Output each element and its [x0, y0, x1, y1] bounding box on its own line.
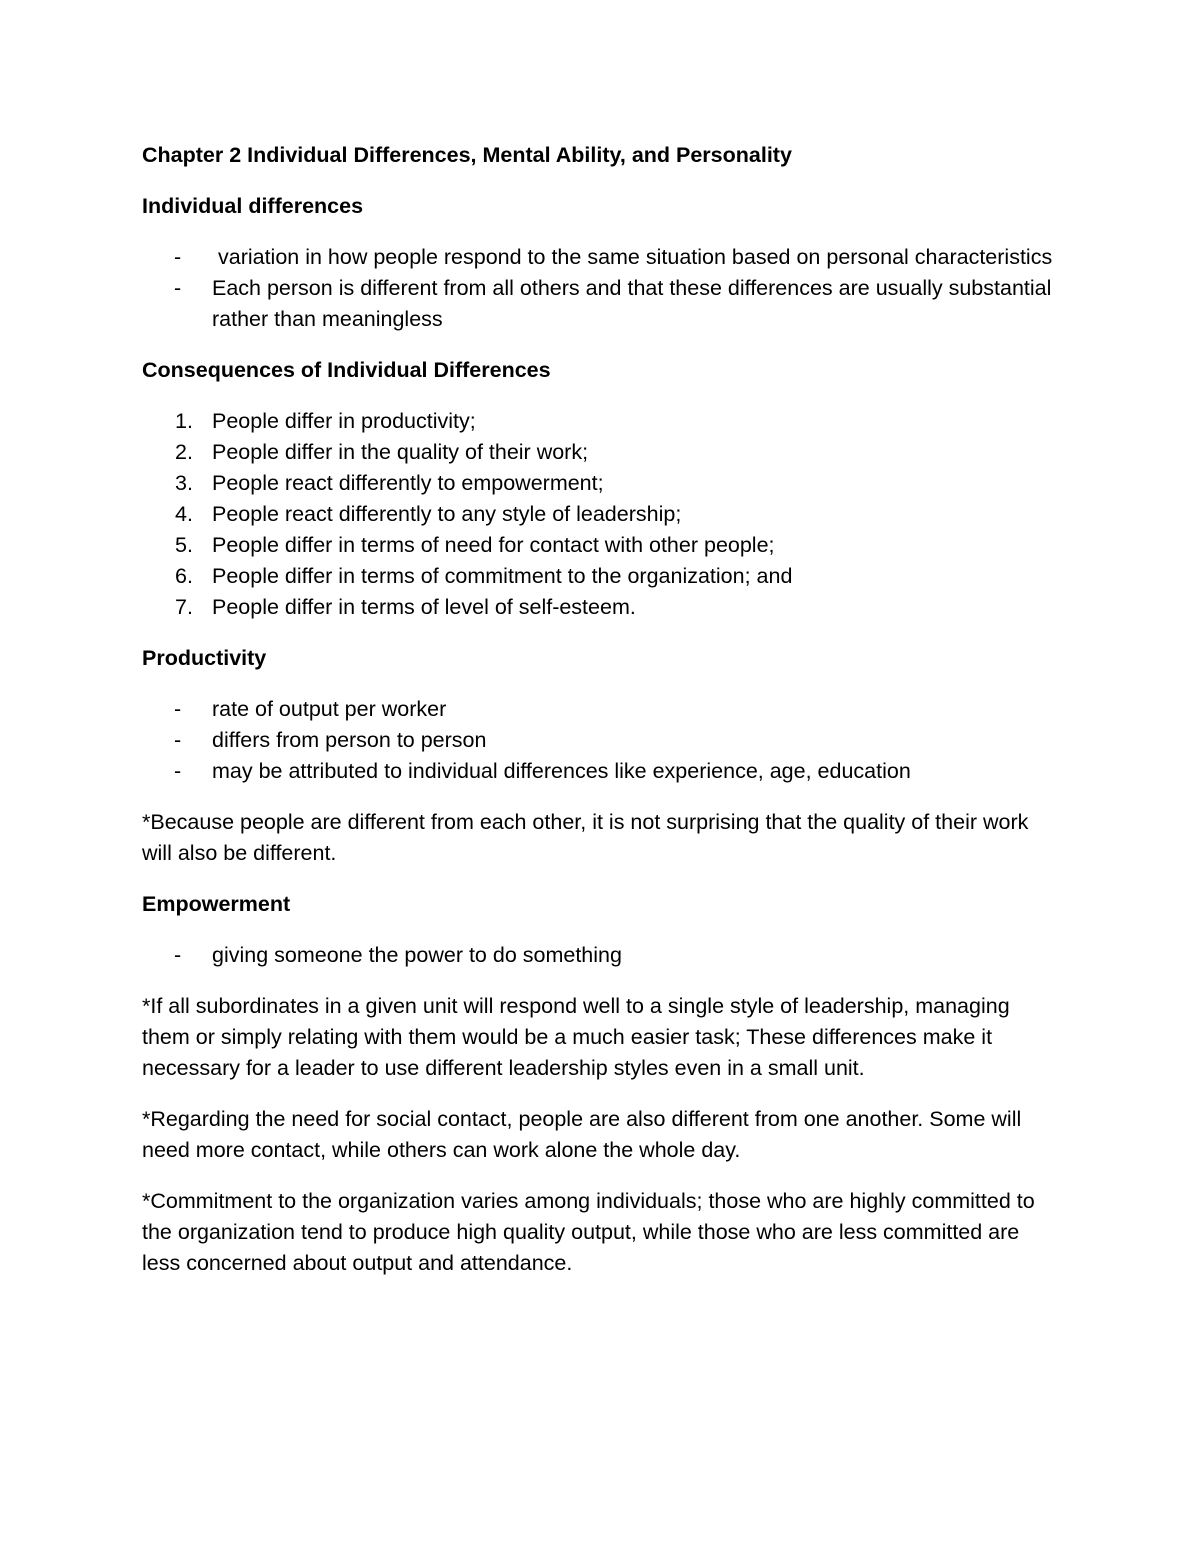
- heading-productivity: Productivity: [142, 646, 267, 670]
- number-marker: 7.: [175, 595, 193, 619]
- list-item: [142, 940, 1062, 971]
- list-item-text: People react differently to empowerment;: [212, 471, 604, 495]
- list-item: [142, 592, 1062, 623]
- list-item-text: People differ in terms of need for contact with other people;: [212, 533, 775, 557]
- list-item-text: People react differently to any style of leadership;: [212, 502, 682, 526]
- note-social-contact: *Regarding the need for social contact, people are also different from one another. Some will need more contact, while others can work alone the whole day.: [142, 1107, 1022, 1162]
- list-item-text: People differ in terms of level of self-esteem.: [212, 595, 636, 619]
- number-marker: 3.: [175, 471, 193, 495]
- list-item: [142, 273, 1062, 335]
- heading-consequences: Consequences of Individual Differences: [142, 358, 551, 382]
- dash-marker: -: [174, 697, 182, 721]
- list-item-text: Each person is different from all others and that these differences are usually substantial rather than meaningless: [212, 276, 1052, 331]
- heading-empowerment: Empowerment: [142, 892, 291, 916]
- list-item-text: rate of output per worker: [212, 697, 447, 721]
- number-marker: 5.: [175, 533, 193, 557]
- dash-marker: -: [174, 943, 182, 967]
- list-productivity: [142, 694, 1062, 787]
- list-item: [142, 406, 1062, 437]
- number-marker: 4.: [175, 502, 193, 526]
- list-item: [142, 530, 1062, 561]
- list-consequences: [142, 406, 1062, 623]
- list-item-text: People differ in productivity;: [212, 409, 476, 433]
- number-marker: 1.: [175, 409, 193, 433]
- dash-marker: -: [174, 759, 182, 783]
- list-item-text: giving someone the power to do something: [212, 943, 622, 967]
- dash-marker: -: [174, 245, 182, 269]
- document-title: Chapter 2 Individual Differences, Mental Ability, and Personality: [142, 143, 792, 167]
- list-item-text: People differ in the quality of their work;: [212, 440, 589, 464]
- dash-marker: -: [174, 276, 182, 300]
- list-item: [142, 468, 1062, 499]
- list-item-text: variation in how people respond to the same situation based on personal characteristics: [212, 245, 1053, 269]
- list-item: [142, 561, 1062, 592]
- note-commitment: *Commitment to the organization varies among individuals; those who are highly committed to the organization tend to produce high quality output, while those who are less committed are less concerned about output and attendance.: [142, 1189, 1035, 1275]
- list-item: [142, 725, 1062, 756]
- dash-marker: -: [174, 728, 182, 752]
- list-individual-differences: [142, 242, 1062, 335]
- list-item: [142, 437, 1062, 468]
- list-item-text: People differ in terms of commitment to the organization; and: [212, 564, 793, 588]
- number-marker: 2.: [175, 440, 193, 464]
- list-item: [142, 242, 1062, 273]
- note-leadership-styles: *If all subordinates in a given unit will respond well to a single style of leadership, managing them or simply relating with them would be a much easier task; These differences make it necessary for a leader to use different leadership styles even in a small unit.: [142, 994, 1010, 1080]
- document-content: [142, 140, 1062, 1299]
- list-item: [142, 756, 1062, 787]
- list-item-text: may be attributed to individual differences like experience, age, education: [212, 759, 911, 783]
- heading-individual-differences: Individual differences: [142, 194, 364, 218]
- list-item: [142, 694, 1062, 725]
- list-item: [142, 499, 1062, 530]
- number-marker: 6.: [175, 564, 193, 588]
- list-empowerment: [142, 940, 1062, 971]
- list-item-text: differs from person to person: [212, 728, 487, 752]
- note-quality-of-work: *Because people are different from each other, it is not surprising that the quality of their work will also be different.: [142, 810, 1029, 865]
